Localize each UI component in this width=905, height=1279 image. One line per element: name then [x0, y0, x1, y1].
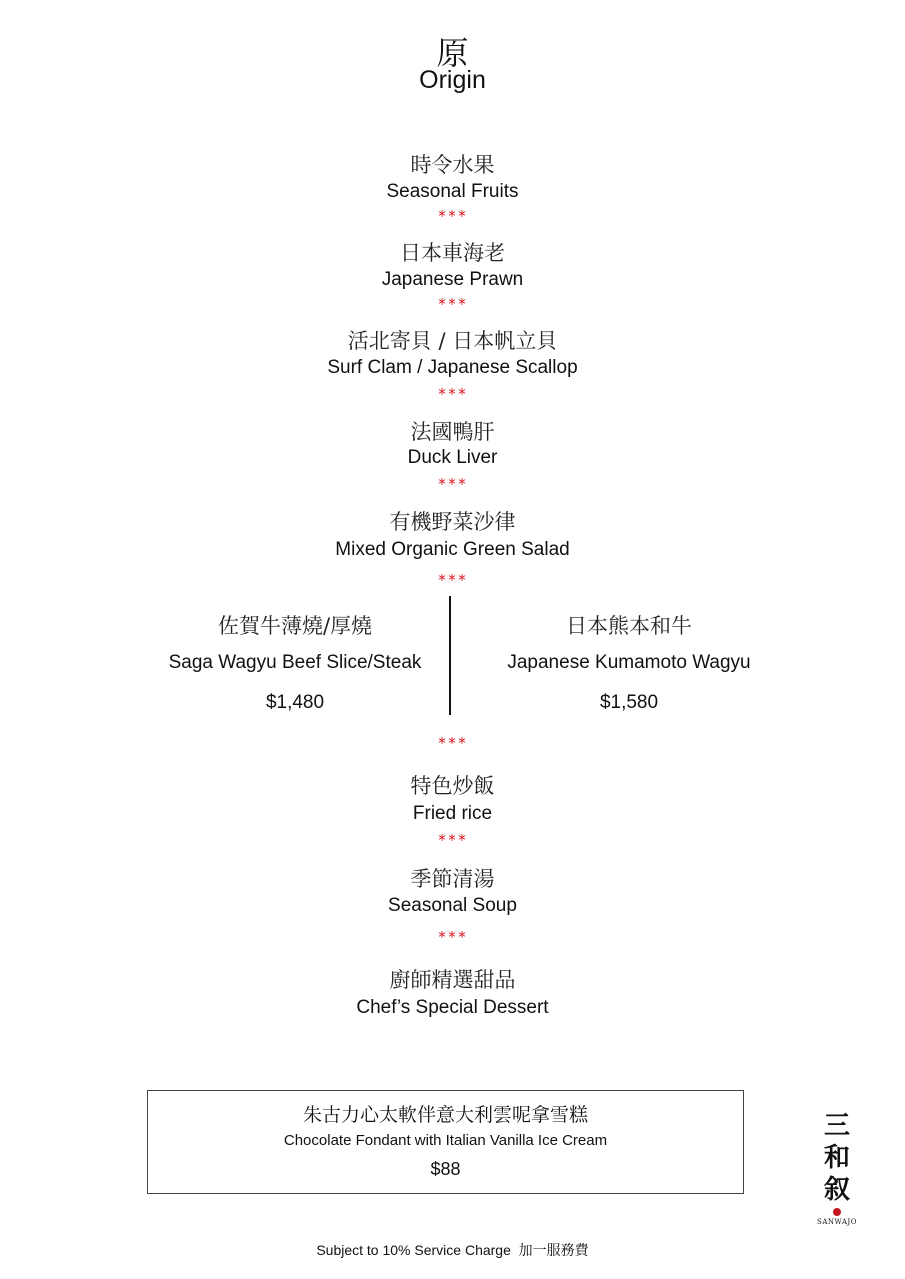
addon-box: [147, 1090, 744, 1194]
course-separator: ***: [437, 734, 468, 752]
main-option-kumamoto: [470, 610, 788, 714]
logo-char-2: 和: [823, 1143, 850, 1173]
course-7-zh: 季節清湯: [410, 867, 495, 891]
menu-title-zh: 原: [436, 34, 469, 72]
course-separator: ***: [437, 475, 468, 493]
course-5-en: Mixed Organic Green Salad: [335, 539, 570, 560]
course-6-en: Fried rice: [412, 803, 493, 824]
course-3-zh: 活北寄貝 / 日本帆立貝: [347, 329, 558, 353]
course-4-en: Duck Liver: [407, 447, 498, 468]
course-separator: ***: [437, 385, 468, 403]
main-option-kumamoto-zh: 日本熊本和牛: [566, 614, 692, 638]
course-separator: ***: [437, 571, 468, 589]
course-3-en: Surf Clam / Japanese Scallop: [327, 357, 578, 378]
course-1-zh: 時令水果: [410, 153, 495, 177]
main-option-saga-price: $1,480: [265, 692, 325, 713]
main-option-saga-zh: 佐賀牛薄燒/厚燒: [217, 614, 373, 638]
course-separator: ***: [437, 207, 468, 225]
logo-char-3: 叙: [823, 1175, 850, 1205]
course-4-zh: 法國鴨肝: [410, 420, 495, 444]
addon-zh: 朱古力心太軟伴意大利雲呢拿雪糕: [302, 1104, 588, 1126]
course-7-en: Seasonal Soup: [388, 895, 517, 916]
course-separator: ***: [437, 295, 468, 313]
course-8-en: Chef’s Special Dessert: [356, 997, 549, 1018]
course-2-zh: 日本車海老: [400, 241, 505, 265]
course-2-en: Japanese Prawn: [381, 269, 524, 290]
course-separator: ***: [437, 831, 468, 849]
course-1-en: Seasonal Fruits: [386, 181, 519, 202]
addon-price: $88: [430, 1159, 461, 1179]
course-8-zh: 廚師精選甜品: [389, 968, 516, 992]
addon-en: Chocolate Fondant with Italian Vanilla Ice Cream: [283, 1132, 608, 1149]
main-option-kumamoto-price: $1,580: [599, 692, 659, 713]
logo-subtitle: SANWAJO: [817, 1218, 857, 1226]
course-6-zh: 特色炒飯: [410, 774, 495, 798]
menu-title-en: Origin: [419, 66, 486, 94]
logo-char-1: 三: [823, 1111, 850, 1141]
service-charge-note: Subject to 10% Service Charge 加一服務費: [316, 1242, 589, 1258]
course-separator: ***: [437, 928, 468, 946]
restaurant-logo: [812, 1110, 862, 1240]
main-option-saga-en: Saga Wagyu Beef Slice/Steak: [168, 652, 422, 673]
course-5-zh: 有機野菜沙律: [389, 510, 516, 534]
main-options-divider: [449, 596, 451, 715]
logo-seal-icon: [833, 1208, 841, 1216]
main-option-kumamoto-en: Japanese Kumamoto Wagyu: [507, 652, 751, 673]
main-option-saga: [150, 610, 440, 714]
